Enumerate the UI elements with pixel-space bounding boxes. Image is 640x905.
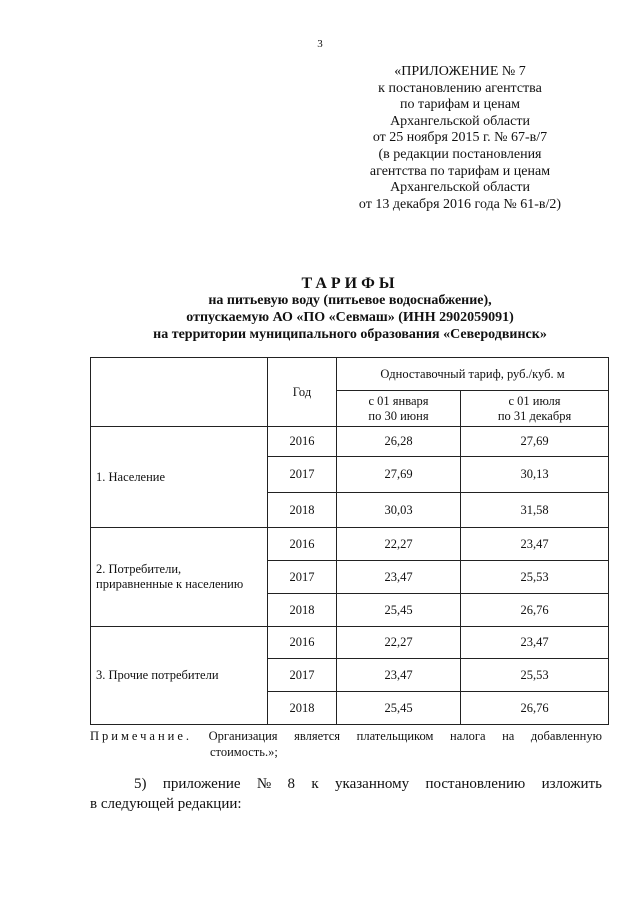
paragraph-word: указанному bbox=[335, 776, 410, 792]
note-word: добавленную bbox=[530, 729, 602, 743]
appendix-line: агентства по тарифам и ценам bbox=[369, 163, 551, 179]
category-label-line: 3. Прочие потребители bbox=[96, 668, 219, 682]
tariff-cell: 26,76 bbox=[461, 692, 609, 725]
tariff-cell: 25,53 bbox=[461, 659, 609, 692]
tariff-cell: 30,13 bbox=[461, 457, 609, 493]
appendix-line: Архангельской области bbox=[390, 180, 530, 196]
tariff-cell: 26,28 bbox=[337, 427, 461, 457]
year-cell: 2016 bbox=[268, 627, 337, 659]
note-word: на bbox=[502, 729, 515, 743]
appendix-line: к постановлению агентства bbox=[378, 80, 542, 96]
paragraph-word: приложение bbox=[162, 776, 241, 792]
title-line: на территории муниципального образования «Северодвинск» bbox=[153, 327, 547, 342]
year-cell: 2017 bbox=[268, 457, 337, 493]
header-period-2-line: с 01 июля bbox=[508, 393, 561, 408]
title-line: на питьевую воду (питьевое водоснабжение), bbox=[208, 293, 492, 308]
tariff-cell: 23,47 bbox=[461, 528, 609, 561]
appendix-line: по тарифам и ценам bbox=[400, 97, 520, 113]
year-cell: 2018 bbox=[268, 493, 337, 528]
tariff-cell: 23,47 bbox=[337, 659, 461, 692]
header-period-1-line: с 01 января bbox=[368, 393, 429, 408]
note-word: налога bbox=[450, 729, 486, 743]
category-label-line: 2. Потребители, bbox=[96, 562, 182, 576]
category-label bbox=[91, 528, 268, 627]
note-line bbox=[90, 728, 602, 744]
appendix-line: (в редакции постановления bbox=[378, 146, 542, 162]
tariff-cell: 27,69 bbox=[337, 457, 461, 493]
paragraph-line bbox=[90, 774, 602, 794]
year-cell: 2016 bbox=[268, 528, 337, 561]
title-line: отпускаемую АО «ПО «Севмаш» (ИНН 2902059091) bbox=[186, 310, 514, 325]
table-note bbox=[90, 728, 602, 760]
body-paragraph bbox=[90, 774, 602, 814]
tariff-cell: 30,03 bbox=[337, 493, 461, 528]
tariff-cell: 25,45 bbox=[337, 692, 461, 725]
tariff-cell: 25,53 bbox=[461, 561, 609, 594]
category-label-line: приравненные к населению bbox=[96, 577, 244, 591]
note-word: плательщиком bbox=[356, 729, 434, 743]
appendix-line: от 13 декабря 2016 года № 61-в/2) bbox=[358, 196, 562, 212]
year-cell: 2017 bbox=[268, 561, 337, 594]
title-heading: ТАРИФЫ bbox=[301, 275, 399, 292]
note-word: Организация bbox=[208, 729, 278, 743]
appendix-line: от 25 ноября 2015 г. № 67-в/7 bbox=[372, 130, 548, 146]
tariff-table bbox=[90, 357, 609, 725]
page-number: 3 bbox=[317, 38, 323, 50]
tariff-cell: 27,69 bbox=[461, 427, 609, 457]
tariff-cell: 26,76 bbox=[461, 594, 609, 627]
appendix-header bbox=[340, 64, 580, 213]
document-title bbox=[90, 275, 610, 343]
tariff-cell: 22,27 bbox=[337, 528, 461, 561]
note-line: стоимость.»; bbox=[210, 745, 278, 759]
year-cell: 2018 bbox=[268, 594, 337, 627]
header-period-1 bbox=[337, 391, 461, 427]
tariff-cell: 23,47 bbox=[461, 627, 609, 659]
paragraph-line: в следующей редакции: bbox=[90, 796, 242, 812]
paragraph-word: постановлению bbox=[425, 776, 526, 792]
category-label bbox=[91, 627, 268, 725]
paragraph-word: изложить bbox=[541, 776, 602, 792]
paragraph-word: к bbox=[311, 776, 319, 792]
header-year: Год bbox=[268, 358, 337, 427]
category-label bbox=[91, 427, 268, 528]
tariff-cell: 31,58 bbox=[461, 493, 609, 528]
year-cell: 2016 bbox=[268, 427, 337, 457]
header-category-cell bbox=[91, 358, 268, 427]
year-cell: 2017 bbox=[268, 659, 337, 692]
category-label-line: 1. Население bbox=[96, 469, 166, 484]
year-cell: 2018 bbox=[268, 692, 337, 725]
tariff-cell: 22,27 bbox=[337, 627, 461, 659]
appendix-line: «ПРИЛОЖЕНИЕ № 7 bbox=[394, 64, 526, 79]
header-period-2-line: по 31 декабря bbox=[497, 408, 572, 423]
note-word: является bbox=[294, 729, 341, 743]
appendix-line: Архангельской области bbox=[390, 113, 530, 129]
note-label: Примечание. bbox=[90, 729, 193, 743]
header-period-2 bbox=[461, 391, 609, 427]
header-period-1-line: по 30 июня bbox=[368, 408, 429, 423]
paragraph-word: 5) bbox=[134, 776, 147, 792]
tariff-cell: 23,47 bbox=[337, 561, 461, 594]
paragraph-word: № bbox=[256, 776, 272, 792]
header-tariff: Одноставочный тариф, руб./куб. м bbox=[337, 358, 609, 391]
paragraph-word: 8 bbox=[287, 776, 296, 792]
tariff-cell: 25,45 bbox=[337, 594, 461, 627]
